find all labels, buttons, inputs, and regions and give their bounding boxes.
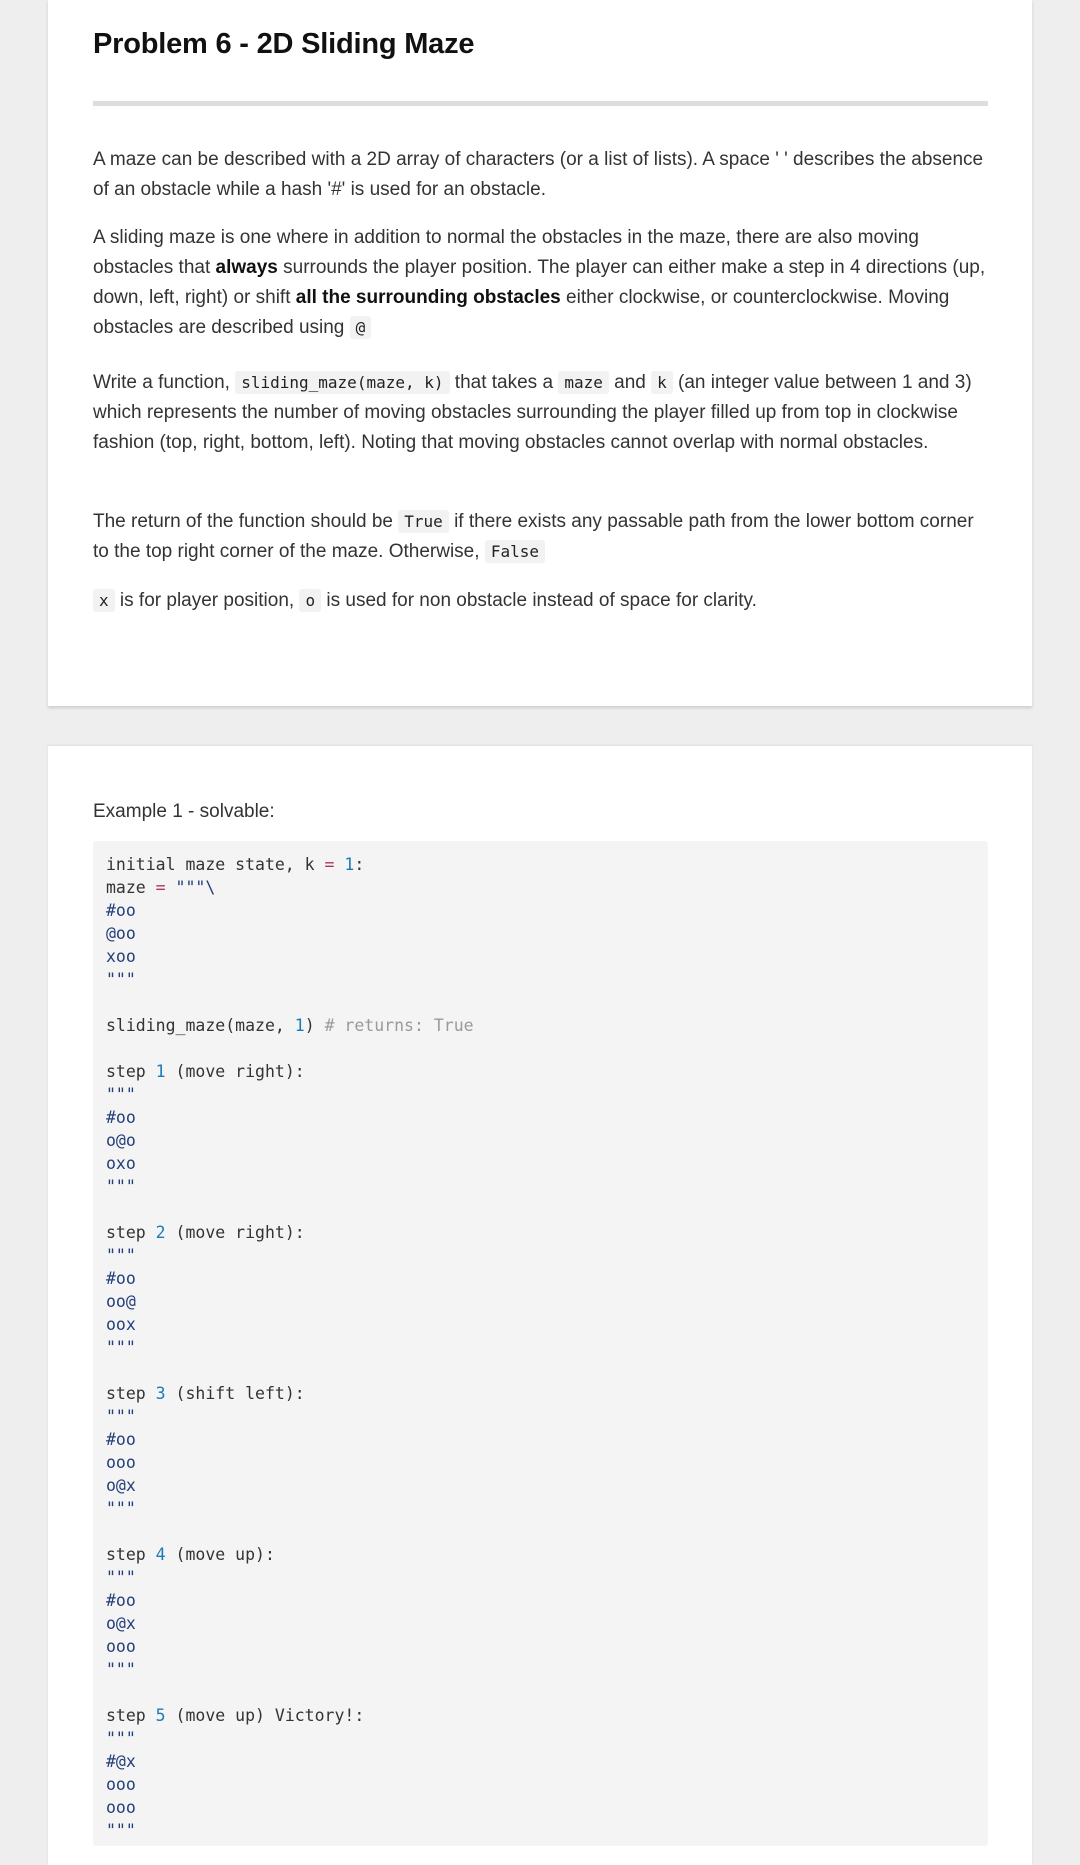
- code-number: 1: [344, 855, 355, 874]
- code-text: (move right):: [165, 1223, 305, 1242]
- text: that takes a: [449, 372, 559, 393]
- code-text: (move up) Victory!:: [165, 1706, 365, 1725]
- code-text: step: [106, 1545, 156, 1564]
- paragraph-function: [93, 368, 988, 458]
- paragraph-return: [93, 507, 988, 567]
- code-number: 3: [155, 1384, 166, 1403]
- code-text: step: [106, 1706, 156, 1725]
- text: and: [608, 372, 652, 393]
- code-quote: """: [106, 1568, 136, 1587]
- code-quote: """: [106, 1821, 136, 1840]
- paragraph-legend: [93, 586, 988, 616]
- text: either clockwise, or counterclockwise. Moving obstacles are described using: [93, 287, 950, 338]
- code-row: ooo: [106, 1775, 136, 1794]
- text: surrounds the player position. The player can either make a step in 4 directions (up, down, left, right) or shift: [93, 257, 986, 308]
- text: if there exists any passable path from the lower bottom corner to the top right corner of the maze. Otherwise,: [93, 511, 974, 562]
- code-row: #oo: [106, 1430, 136, 1449]
- code-number: 5: [155, 1706, 166, 1725]
- step-header: [106, 1384, 305, 1403]
- code-text: ): [304, 1016, 325, 1035]
- code-text: sliding_maze(maze,: [106, 1016, 295, 1035]
- code-row: ooo: [106, 1637, 136, 1656]
- code-text: step: [106, 1062, 156, 1081]
- paragraph-intro: A maze can be described with a 2D array of characters (or a list of lists). A space ' ' describes the absence of an obstacle while a hash '#' is used for an obstacle.: [93, 149, 984, 200]
- code-number: 1: [294, 1016, 305, 1035]
- code-row: o@x: [106, 1476, 136, 1495]
- code-number: 1: [155, 1062, 166, 1081]
- step-header: [106, 1223, 305, 1242]
- code-row: ooo: [106, 1798, 136, 1817]
- example-card: [48, 746, 1032, 1865]
- code-row: oxo: [106, 1154, 136, 1173]
- code-row: ooo: [106, 1453, 136, 1472]
- code-text: :: [354, 855, 365, 874]
- code-quote: """: [106, 1729, 136, 1748]
- code-row: #oo: [106, 1108, 136, 1127]
- example-title: Example 1 - solvable:: [93, 801, 275, 822]
- code-text: initial maze state, k: [106, 855, 325, 874]
- code-text: step: [106, 1384, 156, 1403]
- inline-code-false: False: [485, 540, 545, 563]
- code-row: oo@: [106, 1292, 136, 1311]
- text: (an integer value between 1 and 3) which represents the number of moving obstacles surrounding the player filled up from top in clockwise fashion (top, right, bottom, left). Noting that moving obstacles cannot overlap with normal obstacles.: [93, 372, 972, 453]
- title-divider: [93, 101, 988, 106]
- code-quote: """: [106, 1660, 136, 1679]
- code-quote: """: [106, 1499, 136, 1518]
- code-text: (shift left):: [165, 1384, 305, 1403]
- code-row: xoo: [106, 947, 136, 966]
- code-quote: """: [106, 1177, 136, 1196]
- code-text: (move up):: [165, 1545, 275, 1564]
- code-row: oox: [106, 1315, 136, 1334]
- step-header: [106, 1706, 364, 1725]
- code-quote: """: [106, 1085, 136, 1104]
- inline-code-true: True: [398, 510, 449, 533]
- code-listing: [106, 853, 474, 1842]
- inline-code-signature: sliding_maze(maze, k): [235, 371, 449, 394]
- code-text: (move right):: [165, 1062, 305, 1081]
- inline-code-k: k: [651, 371, 673, 394]
- emphasis-always: always: [215, 257, 278, 278]
- text: is used for non obstacle instead of space for clarity.: [321, 590, 757, 611]
- code-text: step: [106, 1223, 156, 1242]
- inline-code-maze: maze: [558, 371, 609, 394]
- inline-code-at: @: [350, 316, 372, 339]
- code-call: [106, 1016, 474, 1035]
- emphasis-obstacles: all the surrounding obstacles: [295, 287, 561, 308]
- code-operator: =: [324, 855, 335, 874]
- text: A sliding maze is one where in addition to normal the obstacles in the maze, there are also moving obstacles that: [93, 227, 919, 278]
- code-number: 4: [155, 1545, 166, 1564]
- code-quote: """: [106, 1407, 136, 1426]
- code-header: [106, 855, 364, 874]
- page-title: Problem 6 - 2D Sliding Maze: [93, 28, 475, 60]
- code-string: """\: [165, 878, 216, 897]
- inline-code-x: x: [93, 589, 115, 612]
- step-header: [106, 1062, 305, 1081]
- code-quote: """: [106, 1338, 136, 1357]
- code-row: #oo: [106, 1269, 136, 1288]
- code-row: o@o: [106, 1131, 136, 1150]
- code-quote: """: [106, 1246, 136, 1265]
- code-quote: """: [106, 970, 136, 989]
- code-row: #oo: [106, 901, 136, 920]
- code-maze-assign: [106, 878, 215, 897]
- step-header: [106, 1545, 275, 1564]
- text: The return of the function should be: [93, 511, 399, 532]
- code-number: 2: [155, 1223, 166, 1242]
- paragraph-sliding: [93, 223, 988, 343]
- code-row: #@x: [106, 1752, 136, 1771]
- code-text: maze: [106, 878, 156, 897]
- problem-card: [48, 0, 1032, 706]
- code-row: o@x: [106, 1614, 136, 1633]
- code-operator: =: [155, 878, 166, 897]
- inline-code-o: o: [299, 589, 321, 612]
- code-row: @oo: [106, 924, 136, 943]
- text: Write a function,: [93, 372, 236, 393]
- code-row: #oo: [106, 1591, 136, 1610]
- text: is for player position,: [114, 590, 300, 611]
- code-comment: # returns: True: [324, 1016, 474, 1035]
- code-block: [93, 841, 988, 1846]
